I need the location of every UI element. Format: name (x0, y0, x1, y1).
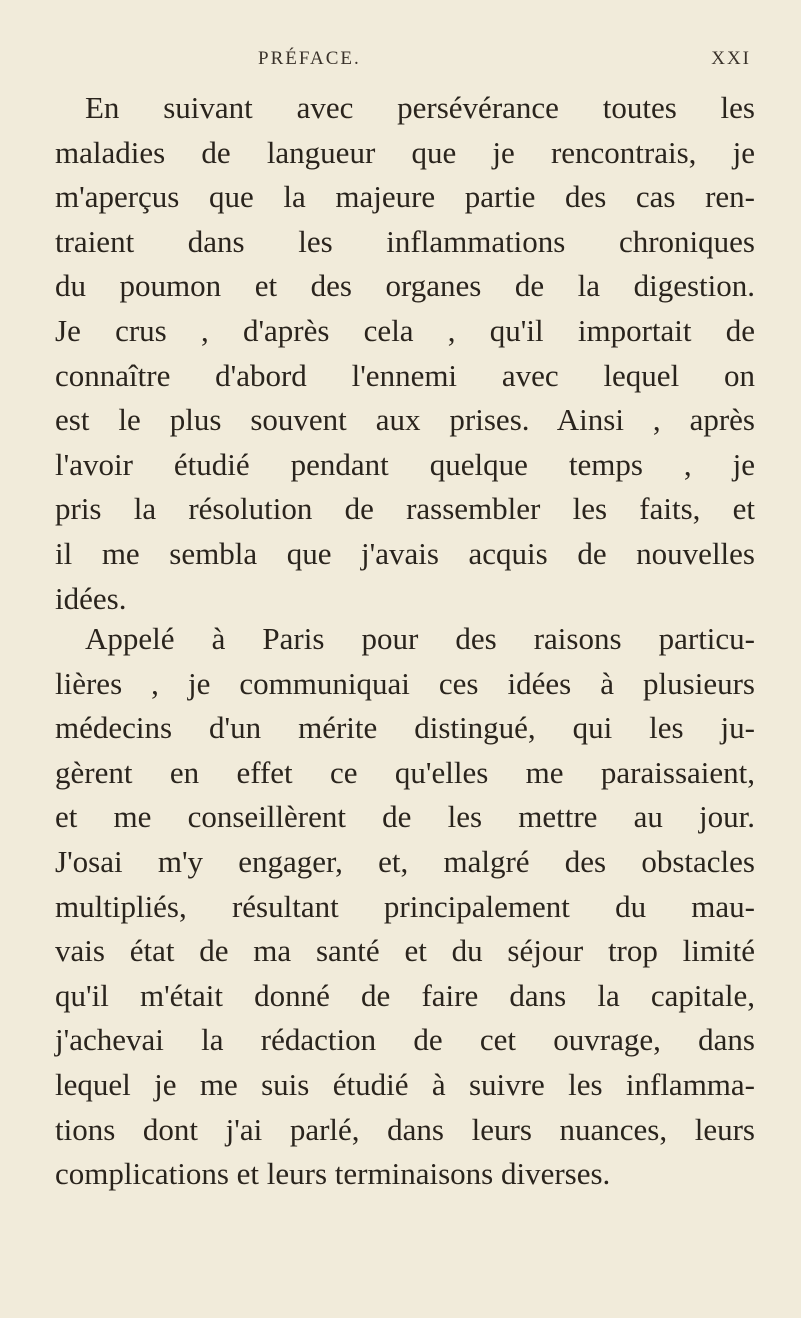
text-line: j'achevai la rédaction de cet ouvrage, dans (55, 1022, 755, 1058)
text-line: et me conseillèrent de les mettre au jour. (55, 799, 755, 835)
text-line: m'aperçus que la majeure partie des cas ren- (55, 179, 755, 215)
text-line: tions dont j'ai parlé, dans leurs nuances, leurs (55, 1111, 755, 1147)
running-title: PRÉFACE. (258, 48, 361, 69)
running-head (0, 48, 801, 78)
text-line: qu'il m'était donné de faire dans la capitale, (55, 977, 755, 1013)
text-line: multipliés, résultant principalement du mau- (55, 888, 755, 924)
text-line: vais état de ma santé et du séjour trop limité (55, 933, 755, 969)
text-line: lières , je communiquai ces idées à plusieurs (55, 665, 755, 701)
text-line: médecins d'un mérite distingué, qui les ju- (55, 710, 755, 746)
text-line: J'osai m'y engager, et, malgré des obstacles (55, 843, 755, 879)
text-line: connaître d'abord l'ennemi avec lequel on (55, 357, 755, 393)
text-line: gèrent en effet ce qu'elles me paraissaient, (55, 754, 755, 790)
text-line: l'avoir étudié pendant quelque temps , je (55, 446, 755, 482)
text-line: lequel je me suis étudié à suivre les inflamma- (55, 1066, 755, 1102)
text-line: En suivant avec persévérance toutes les (85, 90, 755, 125)
text-line: il me sembla que j'avais acquis de nouvelles (55, 535, 755, 571)
text-line: traient dans les inflammations chroniques (55, 223, 755, 259)
page-number: XXI (711, 48, 751, 69)
paragraph-2 (55, 617, 755, 1197)
text-line: Je crus , d'après cela , qu'il importait de (55, 312, 755, 348)
text-line: pris la résolution de rassembler les faits, et (55, 491, 755, 527)
text-line: du poumon et des organes de la digestion. (55, 268, 755, 304)
text-line: Appelé à Paris pour des raisons particu- (85, 621, 755, 656)
text-line: complications et leurs terminaisons diverses. (55, 1156, 611, 1192)
paragraph-1 (55, 86, 755, 621)
text-line: est le plus souvent aux prises. Ainsi , après (55, 402, 755, 438)
text-line: idées. (55, 580, 127, 616)
text-line: maladies de langueur que je rencontrais, je (55, 134, 755, 170)
